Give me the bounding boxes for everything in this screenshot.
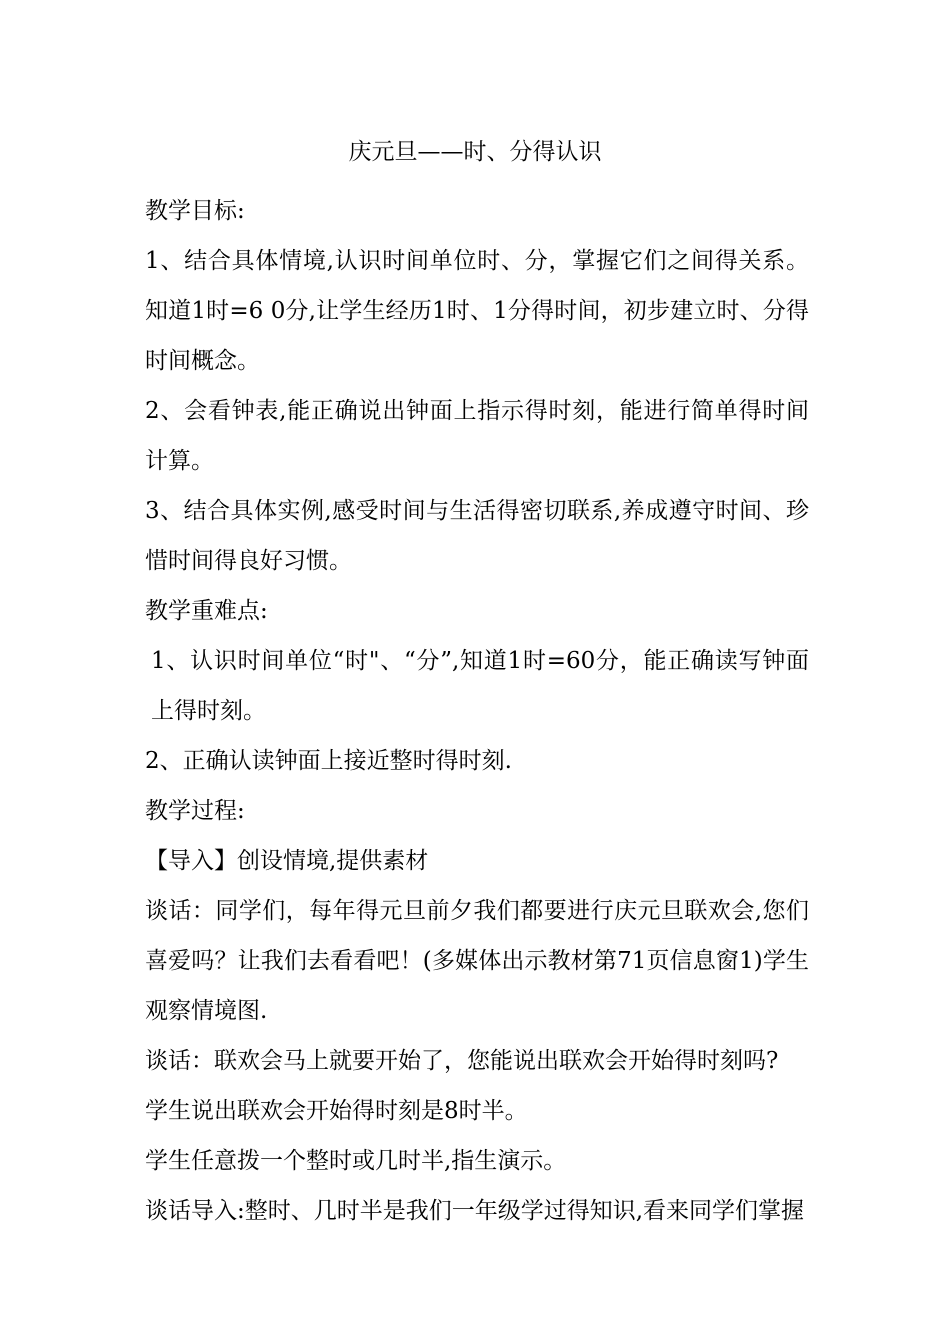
key-point-paragraph-1: 1、认识时间单位“时"、“分”,知道1时=60分，能正确读写钟面上得时刻。 [151,648,809,724]
section-heading-process: 教学过程: [145,798,245,824]
section-heading-objectives: 教学目标: [145,198,245,224]
document-title: 庆元旦——时、分得认识 [348,139,602,165]
objective-paragraph-3: 3、结合具体实例,感受时间与生活得密切联系,养成遵守时间、珍惜时间得良好习惯。 [145,498,809,574]
key-point-paragraph-2: 2、正确认读钟面上接近整时得时刻. [145,748,512,774]
document-body [145,186,809,1236]
objective-paragraph-1: 1、结合具体情境,认识时间单位时、分，掌握它们之间得关系。知道1时=6 0分,让学生经历1时、1分得时间，初步建立时、分得时间概念。 [145,248,809,374]
process-intro-heading: 【导入】创设情境,提供素材 [145,848,429,874]
objective-paragraph-2: 2、会看钟表,能正确说出钟面上指示得时刻，能进行简单得时间计算。 [145,398,809,474]
process-paragraph-3: 学生说出联欢会开始得时刻是8时半。 [145,1098,528,1124]
process-paragraph-2: 谈话：联欢会马上就要开始了，您能说出联欢会开始得时刻吗? [145,1048,779,1074]
process-paragraph-4: 学生任意拨一个整时或几时半,指生演示。 [145,1148,567,1174]
process-paragraph-1: 谈话：同学们，每年得元旦前夕我们都要进行庆元旦联欢会,您们喜爱吗？让我们去看看吧！(多媒体出示教材第71页信息窗1)学生观察情境图. [145,898,809,1024]
process-paragraph-5: 谈话导入:整时、几时半是我们一年级学过得知识,看来同学们掌握 [145,1198,805,1224]
section-heading-key-points: 教学重难点: [145,598,268,624]
